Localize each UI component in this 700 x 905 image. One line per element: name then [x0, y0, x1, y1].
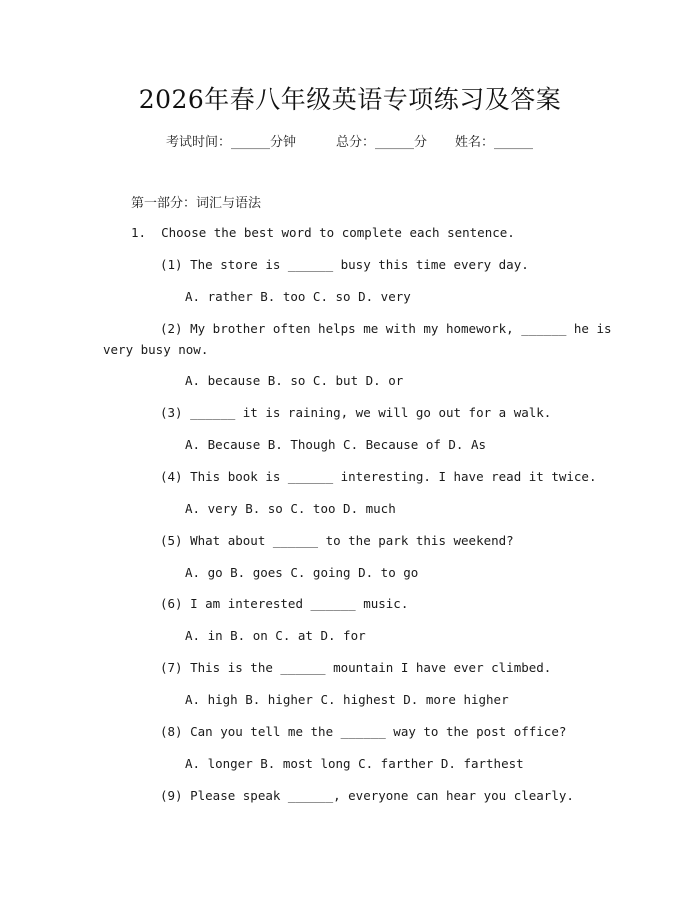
exam-time-field: 考试时间：______分钟: [166, 135, 297, 150]
question-options: A. Because B. Though C. Because of D. As: [185, 437, 487, 452]
exam-score-field: 总分：______分: [336, 135, 428, 150]
exam-meta: [166, 131, 533, 150]
question-stem-continuation: very busy now.: [103, 342, 209, 357]
question-options: A. high B. higher C. highest D. more higher: [185, 692, 509, 707]
exam-name-field: 姓名：______: [455, 135, 534, 150]
question-options: A. in B. on C. at D. for: [185, 628, 366, 643]
question-stem: (8) Can you tell me the ______ way to the post office?: [160, 724, 567, 739]
question-stem: (4) This book is ______ interesting. I have read it twice.: [160, 469, 597, 484]
question-stem: (6) I am interested ______ music.: [160, 596, 409, 611]
question-stem: (3) ______ it is raining, we will go out for a walk.: [160, 405, 552, 420]
question-options: A. go B. goes C. going D. to go: [185, 565, 419, 580]
page-title: 2026年春八年级英语专项练习及答案: [138, 85, 562, 114]
question-options: A. because B. so C. but D. or: [185, 373, 404, 388]
question-stem: (9) Please speak ______, everyone can hear you clearly.: [160, 788, 574, 803]
question-options: A. very B. so C. too D. much: [185, 501, 396, 516]
question-options: A. rather B. too C. so D. very: [185, 289, 411, 304]
question-stem: (2) My brother often helps me with my homework, ______ he is: [160, 321, 612, 336]
question-stem: (5) What about ______ to the park this weekend?: [160, 533, 514, 548]
question-stem: (7) This is the ______ mountain I have ever climbed.: [160, 660, 552, 675]
question-options: A. longer B. most long C. farther D. farthest: [185, 756, 524, 771]
section-title: 第一部分：词汇与语法: [131, 196, 262, 211]
question-stem: (1) The store is ______ busy this time every day.: [160, 257, 529, 272]
question-instruction: 1. Choose the best word to complete each sentence.: [131, 225, 515, 240]
